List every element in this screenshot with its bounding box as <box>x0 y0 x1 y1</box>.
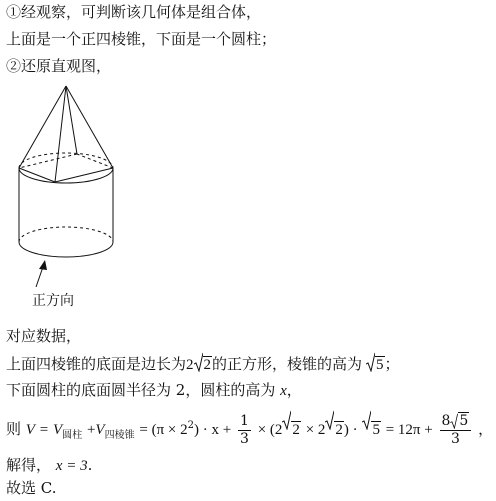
text-line-2: 上面是一个正四棱锥，下面是一个圆柱； <box>6 30 277 48</box>
text-line-4: 对应数据， <box>6 327 82 345</box>
formula-part6: = 12π + <box>385 422 433 438</box>
formula-V-pyr: V <box>95 422 105 438</box>
text-line-3: ②还原直观图， <box>6 57 112 75</box>
sqrt-2-b: 2 <box>325 412 344 447</box>
pyramid-base-front-right <box>55 168 113 182</box>
pyramid-edge-front <box>55 86 66 182</box>
pyramid-cylinder-figure <box>14 82 124 314</box>
text-line-solve <box>6 455 92 476</box>
line6-text: 下面圆柱的底面圆半径为 2，圆柱的高为 <box>6 381 276 399</box>
text-line-answer: 故选 C. <box>6 479 57 497</box>
sqrt-2-a: 2 <box>282 412 301 447</box>
text-line-1: ①经观察，可判断该几何体是组合体， <box>6 3 262 21</box>
sqrt-2-arg: 2 <box>203 357 212 373</box>
solve-label: 解得， <box>6 456 52 474</box>
line5-part-a: 上面四棱锥的底面是边长为 <box>6 355 187 373</box>
sqrt-2 <box>194 354 213 375</box>
sqrt-5-arg: 5 <box>376 357 384 373</box>
cylinder-bottom-front <box>19 242 113 257</box>
sqrt-5 <box>366 354 385 375</box>
line5-part-d: 的正方形，棱锥的高为 <box>212 355 363 373</box>
pyramid-edge-left <box>19 86 66 168</box>
formula-part4: × 2 <box>305 422 326 438</box>
formula-prefix: 则 <box>6 420 22 438</box>
solve-end: . <box>87 456 93 474</box>
formula-line <box>6 412 493 449</box>
formula-plus: + <box>86 422 96 438</box>
sub-pyramid: 四棱锥 <box>104 430 135 441</box>
line6-end: ， <box>286 381 302 399</box>
sqrt-5-b: 5 <box>362 412 381 447</box>
line5-coef: 2 <box>186 357 194 373</box>
cylinder-top-back <box>19 153 113 168</box>
formula-V: V <box>25 422 35 438</box>
line5-end: ； <box>384 355 400 373</box>
fraction-one-third: $\frac{1}{3}$ <box>239 412 249 447</box>
text-line-6 <box>6 380 302 401</box>
sub-cylinder: 圆柱 <box>62 430 83 441</box>
exp-2: 2 <box>187 420 194 431</box>
cylinder-top-front <box>19 168 113 183</box>
cylinder-bottom-back <box>19 227 113 242</box>
figure-caption: 正方向 <box>32 293 74 309</box>
formula-part2: ) · x + <box>194 422 232 438</box>
text-line-5 <box>6 354 400 375</box>
line6-var: x <box>280 383 287 399</box>
formula-part3: × (2 <box>257 422 283 438</box>
formula-tail: ， <box>478 420 494 438</box>
fraction-8root5-3: 8 5 3 <box>440 413 472 448</box>
formula-part1: = (π × 2 <box>139 422 188 438</box>
solve-expr: x = 3 <box>55 458 88 474</box>
formula-V-cyl: V <box>53 422 63 438</box>
pyramid-base-back-left <box>19 154 77 168</box>
formula-part5: ) · <box>343 422 358 438</box>
direction-arrow-head <box>39 260 47 270</box>
formula-eq1: = <box>39 422 49 438</box>
